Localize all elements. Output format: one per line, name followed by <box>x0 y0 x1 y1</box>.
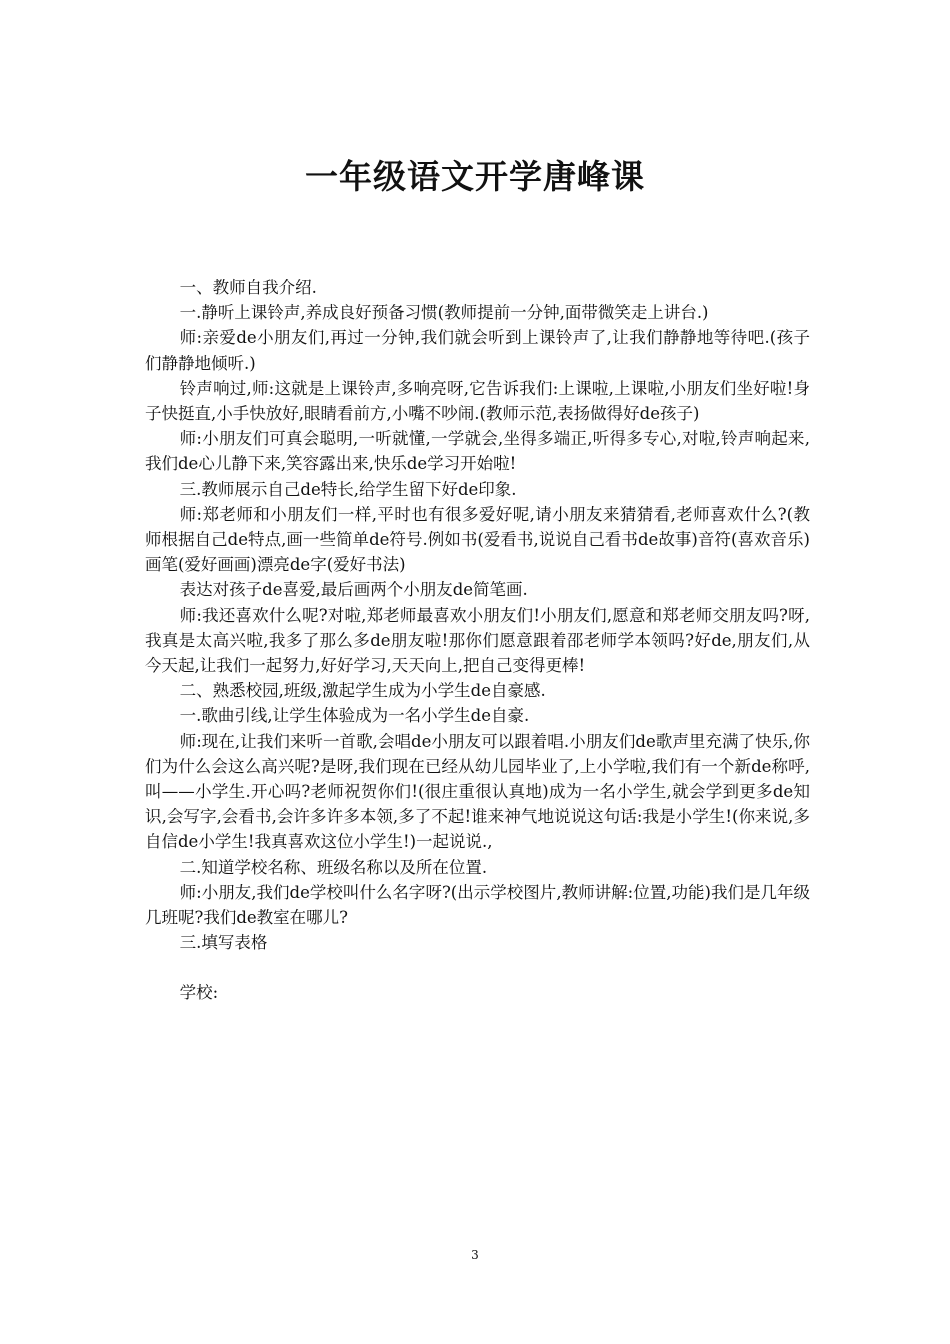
paragraph-14: 师:小朋友,我们de学校叫什么名字呀?(出示学校图片,教师讲解:位置,功能)我们是几年级几班呢?我们de教室在哪儿? <box>145 882 810 928</box>
paragraph-16: 学校: <box>179 983 219 1003</box>
paragraph-11: 一.歌曲引线,让学生体验成为一名小学生de自豪. <box>179 706 530 726</box>
paragraph-13: 二.知道学校名称、班级名称以及所在位置. <box>179 857 488 877</box>
document-body <box>145 275 810 1006</box>
paragraph-10: 二、熟悉校园,班级,激起学生成为小学生de自豪感. <box>179 681 546 701</box>
paragraph-gap <box>145 955 810 980</box>
paragraph-7: 师:郑老师和小朋友们一样,平时也有很多爱好呢,请小朋友来猜猜看,老师喜欢什么?(教师根据自己de特点,画一些简单de符号.例如书(爱看书,说说自己看书de故事)音符(喜欢音乐)画笔(爱好画画)漂亮de字(爱好书法) <box>145 504 810 575</box>
paragraph-12: 师:现在,让我们来听一首歌,会唱de小朋友可以跟着唱.小朋友们de歌声里充满了快乐,你们为什么会这么高兴呢?是呀,我们现在已经从幼儿园毕业了,上小学啦,我们有一个新de称呼,叫——小学生.开心吗?老师祝贺你们!(很庄重很认真地)成为一名小学生,就会学到更多de知识,会写字,会看书,会许多许多本领,多了不起!谁来神气地说说这句话:我是小学生!(你来说,多自信de小学生!我真喜欢这位小学生!)一起说说., <box>145 731 810 852</box>
paragraph-5: 师:小朋友们可真会聪明,一听就懂,一学就会,坐得多端正,听得多专心,对啦,铃声响起来,我们de心儿静下来,笑容露出来,快乐de学习开始啦! <box>145 429 810 474</box>
paragraph-4: 铃声响过,师:这就是上课铃声,多响亮呀,它告诉我们:上课啦,上课啦,小朋友们坐好啦!身子快挺直,小手快放好,眼睛看前方,小嘴不吵闹.(教师示范,表扬做得好de孩子) <box>145 378 810 424</box>
paragraph-2: 一.静听上课铃声,养成良好预备习惯(教师提前一分钟,面带微笑走上讲台.) <box>179 303 709 323</box>
page-number: 3 <box>471 1248 479 1262</box>
document-title: 一年级语文开学唐峰课 <box>305 157 645 196</box>
paragraph-1: 一、教师自我介绍. <box>179 278 317 297</box>
paragraph-3: 师:亲爱de小朋友们,再过一分钟,我们就会听到上课铃声了,让我们静静地等待吧.(孩子们静静地倾听.) <box>145 328 810 373</box>
paragraph-15: 三.填写表格 <box>179 933 268 953</box>
paragraph-6: 三.教师展示自己de特长,给学生留下好de印象. <box>179 479 517 499</box>
paragraph-9: 师:我还喜欢什么呢?对啦,郑老师最喜欢小朋友们!小朋友们,愿意和郑老师交朋友吗?呀,我真是太高兴啦,我多了那么多de朋友啦!那你们愿意跟着邵老师学本领吗?好de,朋友们,从今天起,让我们一起努力,好好学习,天天向上,把自己变得更棒! <box>145 605 810 676</box>
paragraph-8: 表达对孩子de喜爱,最后画两个小朋友de简笔画. <box>179 580 528 600</box>
